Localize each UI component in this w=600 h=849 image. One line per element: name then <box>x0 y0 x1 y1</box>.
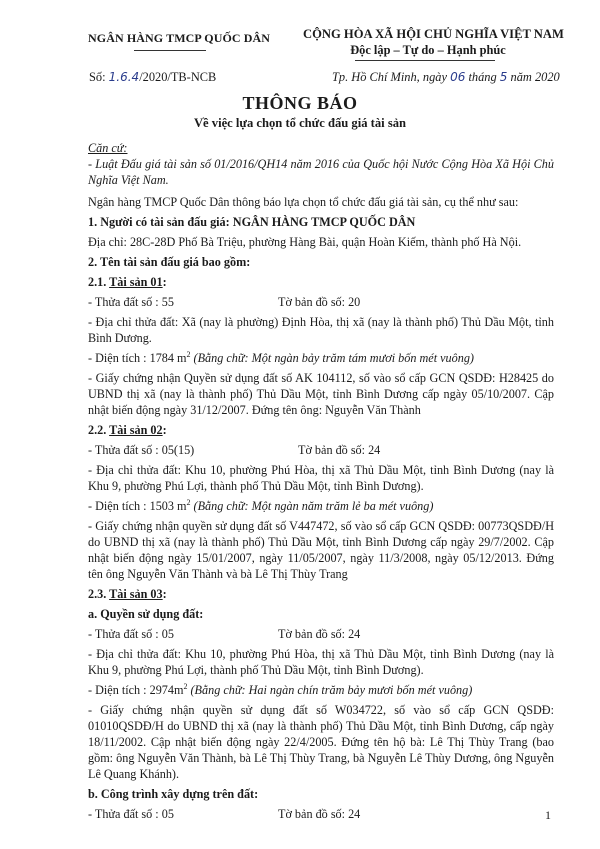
handwritten-number: 1.6.4 <box>108 70 140 84</box>
asset-2-address: - Địa chỉ thửa đất: Khu 10, phường Phú Hòa, thị xã Thủ Dầu Một, tỉnh Bình Dương (nay là Khu 9, phường Phú Lợi, thành phố Thủ Dầu Một, tỉnh Bình Dương). <box>88 463 554 493</box>
motto-underline <box>355 60 495 61</box>
asset-3-heading: 2.3. Tài sản 03: <box>88 587 167 601</box>
document-title: THÔNG BÁO <box>242 93 358 113</box>
document-date: Tp. Hồ Chí Minh, ngày 06 tháng 5 năm 2020 <box>332 70 560 84</box>
asset-2-heading: 2.2. Tài sản 02: <box>88 423 167 437</box>
asset-2-area: - Diện tích : 1503 $m^2$ (Bằng chữ: Một ngàn năm trăm lẻ ba mét vuông) <box>88 497 434 513</box>
asset-2-parcel-row <box>88 442 554 458</box>
section-2-heading: 2. Tên tài sản đấu giá bao gồm: <box>88 255 251 269</box>
asset-3-area: - Diện tích : $2974m^2$ (Bằng chữ: Hai ngàn chín trăm bảy mươi bốn mét vuông) <box>88 681 473 697</box>
asset-2-parcel: - Thửa đất số : 05(15) <box>88 443 195 457</box>
asset-3-building-heading: b. Công trình xây dựng trên đất: <box>88 787 259 801</box>
issuer-underline <box>134 50 206 51</box>
issuer-name: NGÂN HÀNG TMCP QUỐC DÂN <box>88 31 271 45</box>
asset-3-certificate: - Giấy chứng nhận quyền sử dụng đất số W034722, số vào sổ cấp GCN QSDĐ: 01010QSDĐ/H do UBND thị xã (nay là thành phố) Thủ Dầu Một, tỉnh Bình Dương, cấp ngày 18/11/2002. Cập nhật biến động ngày 22/4/2005. Đứng tên hộ bà: Lê Thị Thùy Trang (bao gồm: ông Nguyễn Văn Thành, bà Lê Thị Thùy Trang, bà Nguyễn Lê Thùy Dương, ông Nguyễn Lê Quang Khánh). <box>88 703 554 781</box>
legal-basis-law: - Luật Đấu giá tài sản số 01/2016/QH14 năm 2016 của Quốc hội Nước Cộng Hòa Xã Hội Chủ Nghĩa Việt Nam. <box>88 157 554 187</box>
asset-1-certificate: - Giấy chứng nhận Quyền sử dụng đất số AK 104112, số vào sổ cấp GCN QSDĐ: H28425 do UBND thị xã (nay là thành phố) Thủ Dầu Một, tỉnh Bình Dương cấp ngày 05/10/2007. Cập nhật biến động ngày 31/12/2007. Đứng tên ông: Nguyễn Văn Thành <box>88 371 554 417</box>
page-number: 1 <box>545 808 551 822</box>
owner-name: NGÂN HÀNG TMCP QUỐC DÂN <box>232 215 416 229</box>
asset-1-heading: 2.1. Tài sản 01: <box>88 275 167 289</box>
asset-3-map: Tờ bản đồ số: 24 <box>278 627 361 641</box>
section-1-heading: 1. Người có tài sản đấu giá: NGÂN HÀNG TMCP QUỐC DÂN <box>88 215 416 229</box>
asset-3-building-parcel: - Thửa đất số : 05 <box>88 807 174 821</box>
legal-basis-heading: Căn cứ: <box>88 141 128 155</box>
document-subtitle: Về việc lựa chọn tổ chức đấu giá tài sản <box>193 116 407 130</box>
asset-2-map: Tờ bản đồ số: 24 <box>298 443 381 457</box>
asset-1-parcel-row <box>88 294 554 310</box>
document-body <box>88 134 554 822</box>
country-name: CỘNG HÒA XÃ HỘI CHỦ NGHĨA VIỆT NAM <box>303 27 564 41</box>
asset-3-address: - Địa chỉ thửa đất: Khu 10, phường Phú Hòa, thị xã Thủ Dầu Một, tỉnh Bình Dương (nay là Khu 9, phường Phú Lợi, thành phố Thủ Dầu Một, tỉnh Bình Dương). <box>88 647 554 677</box>
intro-paragraph: Ngân hàng TMCP Quốc Dân thông báo lựa chọn tổ chức đấu giá tài sản, cụ thể như sau: <box>88 195 519 209</box>
motto-line: Độc lập – Tự do – Hạnh phúc <box>350 43 506 57</box>
national-motto <box>303 27 564 58</box>
asset-1-area: - Diện tích : 1784 $m^2$ (Bằng chữ: Một ngàn bảy trăm tám mươi bốn mét vuông) <box>88 349 474 365</box>
asset-1-parcel: - Thửa đất số : 55 <box>88 295 174 309</box>
asset-3-parcel-row <box>88 626 554 642</box>
asset-3-building-parcel-row <box>88 806 554 822</box>
document-number: Số: 1.6.4/2020/TB-NCB <box>89 70 217 84</box>
asset-3-land-heading: a. Quyền sử dụng đất: <box>88 607 204 621</box>
owner-address: Địa chỉ: 28C-28D Phố Bà Triệu, phường Hàng Bài, quận Hoàn Kiếm, thành phố Hà Nội. <box>88 235 522 249</box>
handwritten-month: 5 <box>499 70 508 84</box>
asset-3-parcel: - Thửa đất số : 05 <box>88 627 174 641</box>
asset-1-map: Tờ bản đồ số: 20 <box>278 295 361 309</box>
asset-2-certificate: - Giấy chứng nhận quyền sử dụng đất số V447472, số vào sổ cấp GCN QSDĐ: 00773QSDĐ/H do UBND thị xã (nay là thành phố) Thủ Dầu Một, tỉnh Bình Dương cấp ngày 29/7/2002. Cập nhật biến động ngày 15/01/2007, ngày 11/05/2007, ngày 11/3/2008, ngày 05/12/2013. Đứng tên ông Nguyễn Văn Thành và bà Lê Thị Thùy Trang <box>88 519 554 581</box>
asset-1-address: - Địa chỉ thửa đất: Xã (nay là phường) Định Hòa, thị xã (nay là thành phố) Thủ Dầu Một, tỉnh Bình Dương. <box>88 315 554 345</box>
asset-3-building-map: Tờ bản đồ số: 24 <box>278 807 361 821</box>
handwritten-day: 06 <box>450 70 466 84</box>
